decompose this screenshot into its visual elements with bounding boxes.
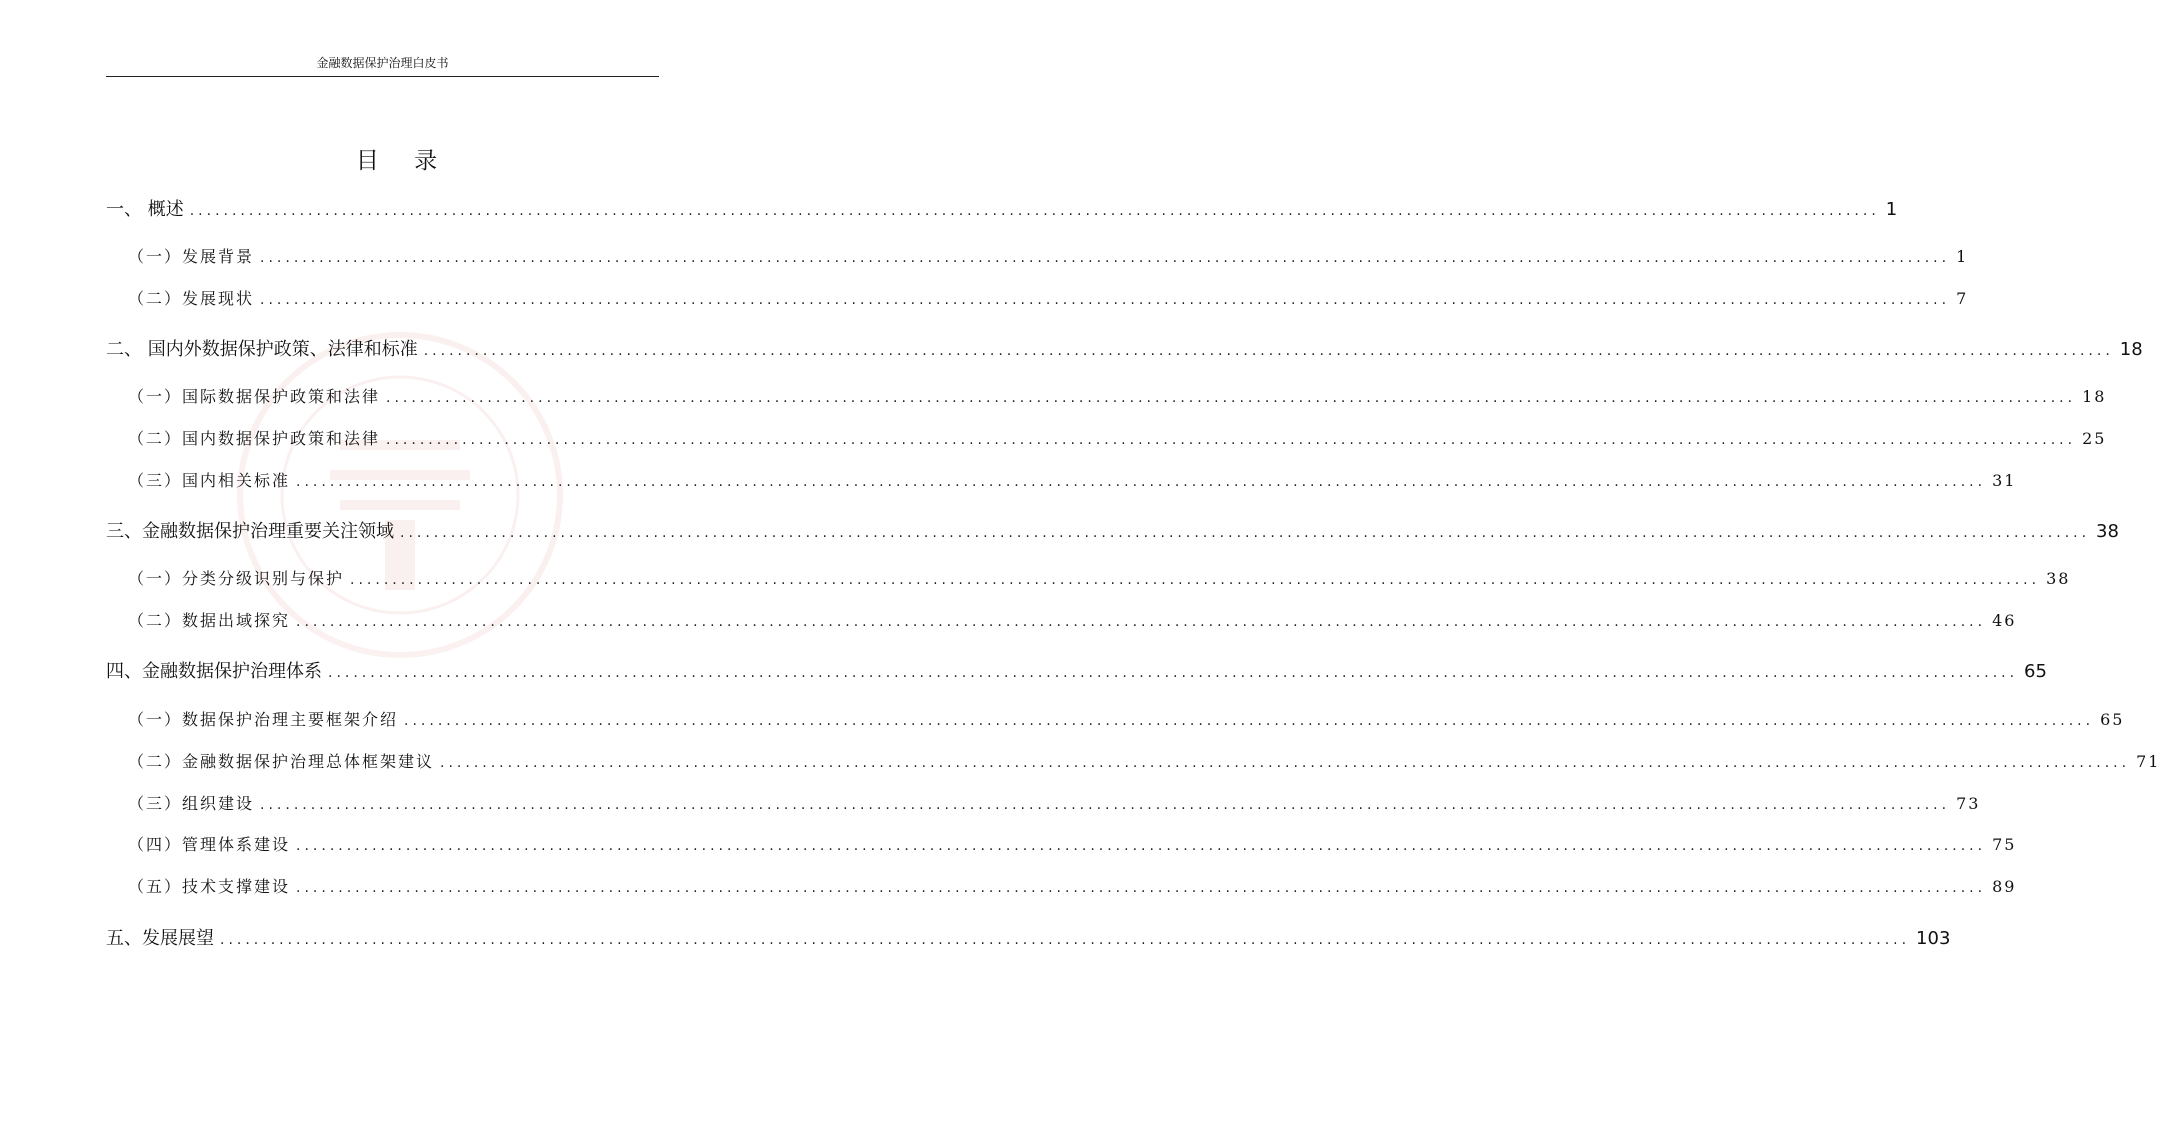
toc-chapter-entry[interactable]: [106, 335, 2143, 361]
toc-dot-leader: ........................................................................................................................................................................................................: [296, 838, 1987, 854]
toc-section-entry[interactable]: [128, 426, 2107, 450]
toc-section-entry[interactable]: [128, 707, 2125, 731]
toc-section-entry[interactable]: [128, 608, 2017, 632]
toc-page-number: 65: [2024, 661, 2047, 682]
toc-dot-leader: ........................................................................................................................................................................................................: [404, 713, 2095, 729]
toc-section-entry[interactable]: [128, 791, 1981, 815]
toc-page-number: 38: [2096, 521, 2119, 542]
toc-page-number: 38: [2046, 569, 2071, 588]
toc-entry-label: 四、金融数据保护治理体系: [106, 661, 322, 682]
toc-chapter-entry[interactable]: [106, 924, 1951, 950]
toc-entry-label: 一、 概述: [106, 199, 184, 220]
toc-entry-label: （三）国内相关标准: [128, 471, 291, 490]
toc-entry-label: 二、 国内外数据保护政策、法律和标准: [106, 339, 418, 360]
toc-section-entry[interactable]: [128, 384, 2107, 408]
toc-dot-leader: ........................................................................................................................................................................................................: [440, 755, 2131, 771]
toc-dot-leader: ........................................................................................................................................................................................................: [328, 665, 2019, 681]
toc-page-number: 103: [1916, 928, 1951, 949]
toc-section-entry[interactable]: [128, 566, 2071, 590]
toc-entry-label: （五）技术支撑建设: [128, 877, 291, 896]
toc-page-number: 18: [2082, 387, 2107, 406]
running-header: 金融数据保护治理白皮书: [106, 54, 659, 77]
toc-entry-label: （二）金融数据保护治理总体框架建议: [128, 752, 435, 771]
toc-chapter-entry[interactable]: [106, 195, 1898, 221]
toc-entry-label: （三）组织建设: [128, 794, 255, 813]
toc-chapter-entry[interactable]: [106, 517, 2119, 543]
toc-section-entry[interactable]: [128, 832, 2017, 856]
toc-dot-leader: ........................................................................................................................................................................................................: [189, 203, 1880, 219]
toc-title: 目 录: [355, 148, 452, 174]
toc-page-number: 46: [1992, 611, 2017, 630]
toc-dot-leader: ........................................................................................................................................................................................................: [400, 525, 2091, 541]
toc-page-number: 73: [1956, 794, 1981, 813]
toc-entry-label: （一）国际数据保护政策和法律: [128, 387, 381, 406]
toc-page-number: 7: [1956, 289, 1969, 308]
toc-page-number: 31: [1992, 471, 2017, 490]
toc-dot-leader: ........................................................................................................................................................................................................: [296, 880, 1987, 896]
toc-entry-label: （一）数据保护治理主要框架介绍: [128, 710, 399, 729]
toc-dot-leader: ........................................................................................................................................................................................................: [386, 432, 2077, 448]
toc-dot-leader: ........................................................................................................................................................................................................: [220, 932, 1911, 948]
toc-page-number: 71: [2136, 752, 2160, 771]
toc-entry-label: 五、发展展望: [106, 928, 214, 949]
toc-entry-label: （二）国内数据保护政策和法律: [128, 429, 381, 448]
toc-page-number: 1: [1885, 199, 1898, 220]
toc-entry-label: 三、金融数据保护治理重要关注领域: [106, 521, 394, 542]
toc-section-entry[interactable]: [128, 244, 1969, 268]
toc-entry-label: （二）数据出域探究: [128, 611, 291, 630]
toc-page-number: 65: [2100, 710, 2125, 729]
toc-chapter-entry[interactable]: [106, 657, 2047, 683]
toc-page-number: 75: [1992, 835, 2017, 854]
toc-dot-leader: ........................................................................................................................................................................................................: [260, 292, 1951, 308]
toc-dot-leader: ........................................................................................................................................................................................................: [423, 343, 2114, 359]
toc-page-number: 18: [2119, 339, 2143, 360]
toc-section-entry[interactable]: [128, 874, 2017, 898]
toc-dot-leader: ........................................................................................................................................................................................................: [350, 572, 2041, 588]
toc-entry-label: （四）管理体系建设: [128, 835, 291, 854]
toc-section-entry[interactable]: [128, 286, 1969, 310]
toc-dot-leader: ........................................................................................................................................................................................................: [386, 390, 2077, 406]
toc-entry-label: （一）分类分级识别与保护: [128, 569, 345, 588]
toc-page-number: 89: [1992, 877, 2017, 896]
toc-dot-leader: ........................................................................................................................................................................................................: [260, 250, 1951, 266]
toc-section-entry[interactable]: [128, 749, 2160, 773]
toc-section-entry[interactable]: [128, 468, 2017, 492]
toc-page-number: 1: [1956, 247, 1969, 266]
toc-dot-leader: ........................................................................................................................................................................................................: [260, 797, 1951, 813]
toc-dot-leader: ........................................................................................................................................................................................................: [296, 474, 1987, 490]
toc-entry-label: （一）发展背景: [128, 247, 255, 266]
toc-page-number: 25: [2082, 429, 2107, 448]
toc-entry-label: （二）发展现状: [128, 289, 255, 308]
toc-dot-leader: ........................................................................................................................................................................................................: [296, 614, 1987, 630]
